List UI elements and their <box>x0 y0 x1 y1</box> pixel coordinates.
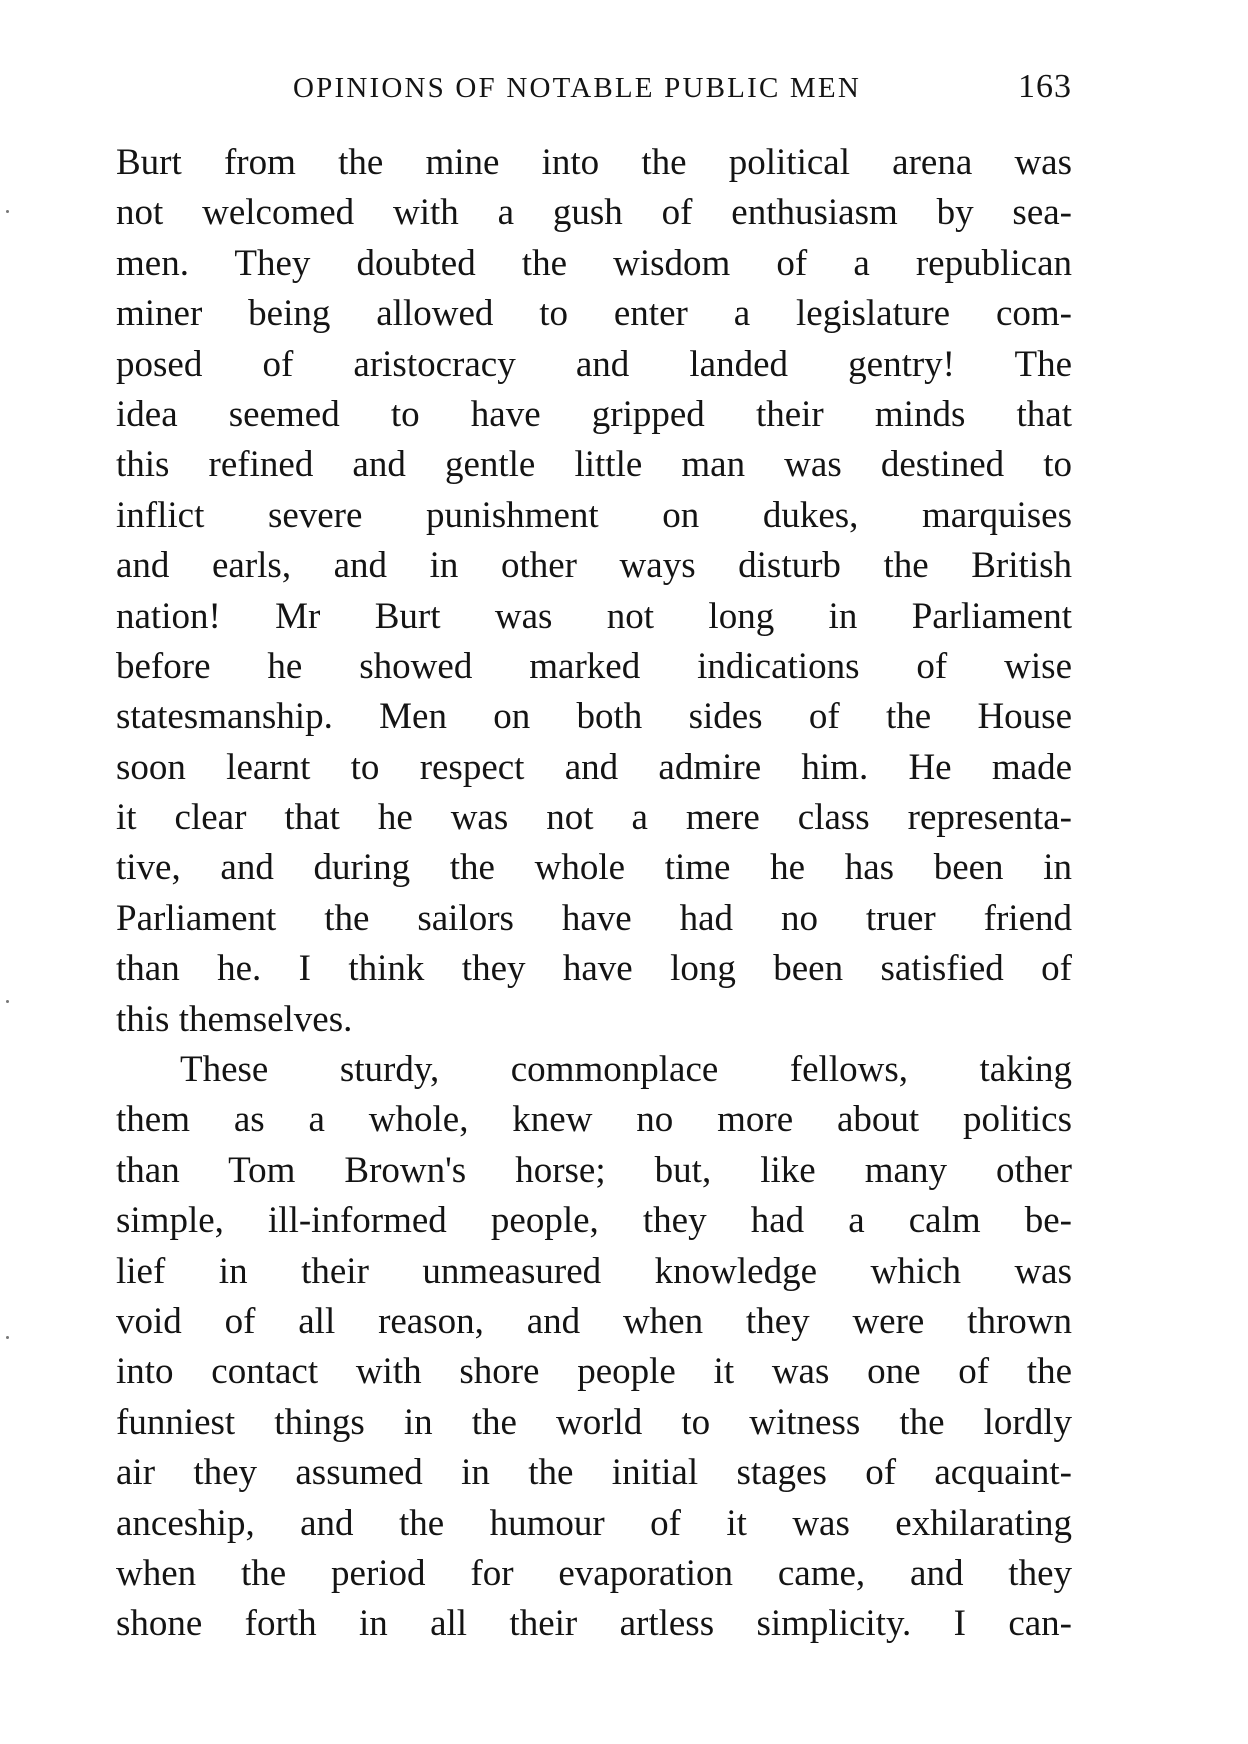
text-line: anceship, and the humour of it was exhilarating <box>116 1502 1072 1544</box>
text-line: this refined and gentle little man was destined to <box>116 444 1072 486</box>
page-edge-speck <box>6 1000 9 1003</box>
page-number: 163 <box>1018 68 1072 105</box>
text-line: These sturdy, commonplace fellows, taking <box>180 1049 1072 1091</box>
text-line: than Tom Brown's horse; but, like many other <box>116 1149 1072 1191</box>
running-title: OPINIONS OF NOTABLE PUBLIC MEN <box>293 72 861 104</box>
text-line: tive, and during the whole time he has been in <box>116 847 1072 889</box>
text-line: and earls, and in other ways disturb the British <box>116 545 1072 587</box>
text-line: simple, ill-informed people, they had a calm be- <box>116 1200 1072 1242</box>
text-line: Burt from the mine into the political arena was <box>116 142 1072 183</box>
text-line: nation! Mr Burt was not long in Parliament <box>116 595 1072 637</box>
text-line: inflict severe punishment on dukes, marquises <box>116 494 1072 536</box>
text-line: funniest things in the world to witness the lordly <box>116 1401 1072 1443</box>
text-line: soon learnt to respect and admire him. He made <box>116 746 1072 788</box>
text-line: them as a whole, knew no more about politics <box>116 1099 1072 1141</box>
page-edge-speck <box>6 210 9 213</box>
text-line: statesmanship. Men on both sides of the House <box>116 696 1072 738</box>
text-line: air they assumed in the initial stages of acquaint- <box>116 1452 1072 1494</box>
paragraph-2 <box>116 1045 1072 1650</box>
text-line: men. They doubted the wisdom of a republican <box>116 242 1072 284</box>
text-line: before he showed marked indications of wise <box>116 645 1072 687</box>
text-line: this themselves. <box>116 998 353 1040</box>
text-line: miner being allowed to enter a legislature com- <box>116 293 1072 335</box>
text-line: Parliament the sailors have had no truer friend <box>116 897 1072 939</box>
text-line: into contact with shore people it was one of the <box>116 1351 1072 1393</box>
text-line: it clear that he was not a mere class representa- <box>116 797 1072 839</box>
text-line: when the period for evaporation came, and they <box>116 1552 1072 1594</box>
text-line: void of all reason, and when they were thrown <box>116 1300 1072 1342</box>
text-line: lief in their unmeasured knowledge which was <box>116 1250 1072 1292</box>
paragraph-1 <box>116 138 1072 1045</box>
page-edge-speck <box>6 1336 9 1339</box>
text-line: posed of aristocracy and landed gentry! The <box>116 343 1072 385</box>
text-line: than he. I think they have long been satisfied of <box>116 948 1072 990</box>
text-line: shone forth in all their artless simplicity. I can- <box>116 1603 1072 1645</box>
text-line: idea seemed to have gripped their minds that <box>116 393 1072 435</box>
body-text <box>116 138 1072 1650</box>
text-line: not welcomed with a gush of enthusiasm by sea- <box>116 192 1072 234</box>
running-head <box>116 68 1072 116</box>
